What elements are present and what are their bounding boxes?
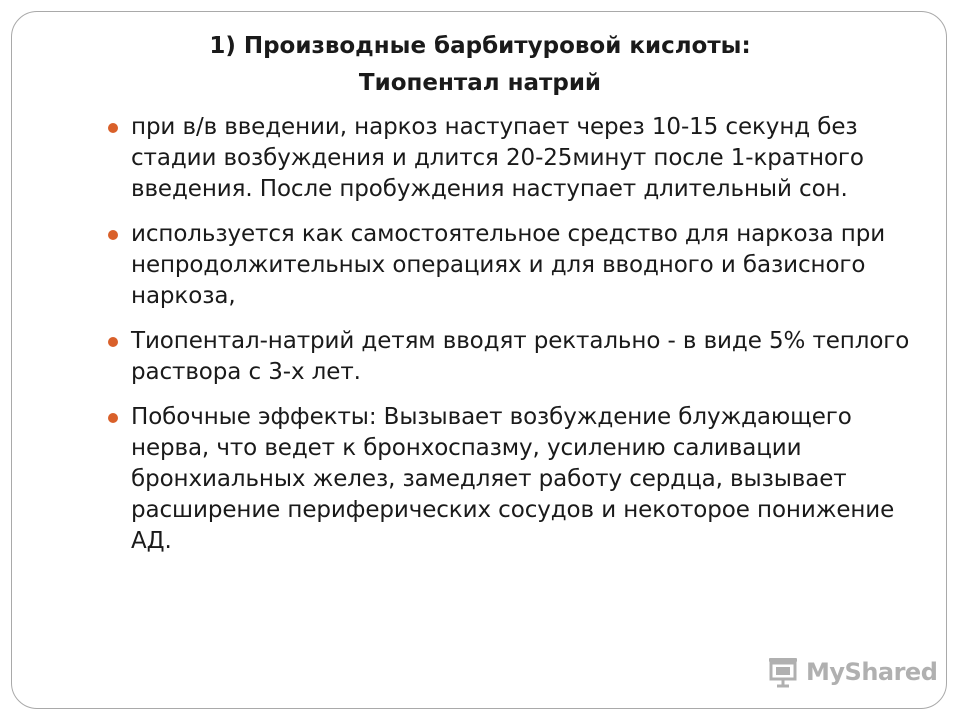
projector-screen-icon [766, 655, 800, 689]
watermark-text: MyShared [806, 658, 938, 686]
bullet-text: Побочные эффекты: Вызывает возбуждение блуждающего нерва, что ведет к бронхоспазму, усилению саливации бронхиальных желез, замедляет работу сердца, вызывает расширение периферических сосудов и некоторое понижение АД. [131, 404, 895, 554]
bullet-marker [108, 337, 118, 347]
bullet-item [131, 219, 911, 312]
bullet-list [131, 112, 911, 571]
bullet-text: при в/в введении, наркоз наступает через 10-15 секунд без стадии возбуждения и длится 20-25минут после 1-кратного введения. После пробуждения наступает длительный сон. [131, 114, 864, 202]
bullet-item [131, 326, 911, 388]
bullet-marker [108, 230, 118, 240]
slide-title-line-2: Тиопентал натрий [358, 70, 602, 96]
bullet-item [131, 402, 911, 557]
bullet-text: используется как самостоятельное средство для наркоза при непродолжительных операциях и для вводного и базисного наркоза, [131, 221, 886, 309]
slide-title [0, 28, 960, 102]
bullet-item [131, 112, 911, 205]
slide-title-line-1: 1) Производные барбитуровой кислоты: [209, 33, 751, 59]
watermark-logo [766, 652, 937, 692]
bullet-marker [108, 413, 118, 423]
bullet-marker [108, 123, 118, 133]
bullet-text: Тиопентал-натрий детям вводят ректально - в виде 5% теплого раствора с 3-х лет. [131, 328, 910, 385]
